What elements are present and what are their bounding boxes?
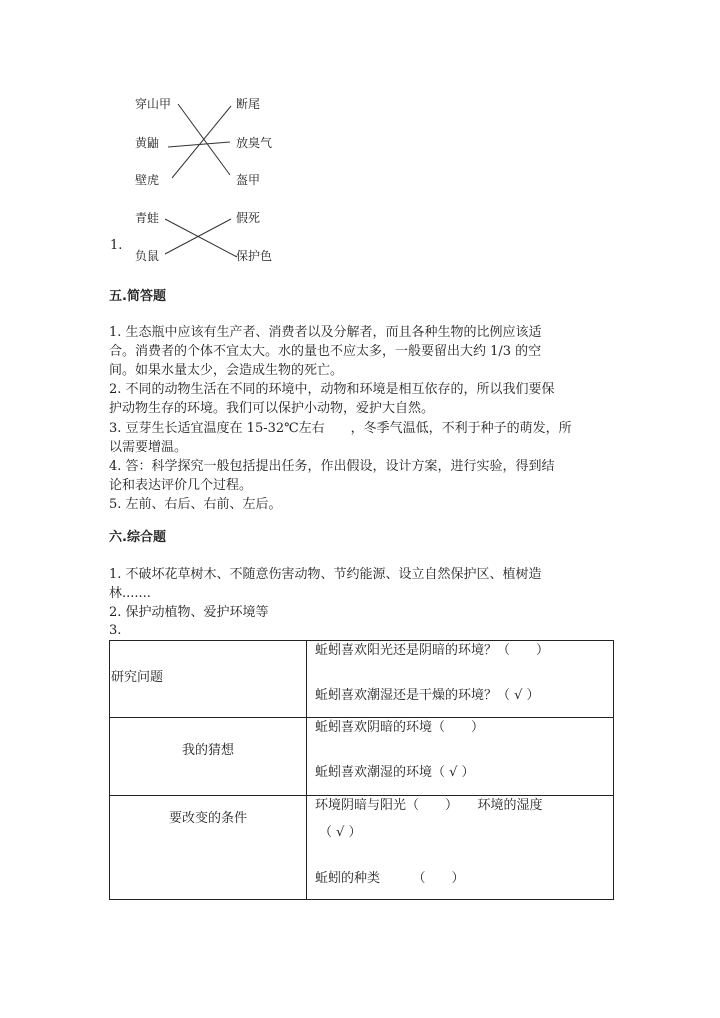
match-right-item: 假死 bbox=[236, 211, 261, 225]
table-row bbox=[110, 641, 614, 718]
answer-line: 护动物生存的环境。我们可以保护小动物，爱护大自然。 bbox=[109, 401, 435, 417]
section6-heading: 六.综合题 bbox=[109, 530, 166, 545]
match-left-item: 壁虎 bbox=[135, 173, 160, 187]
row-label: 要改变的条件 bbox=[168, 811, 247, 826]
answer-line: 5. 左前、右后、右前、左后。 bbox=[109, 496, 282, 512]
cell-item: 蚯蚓喜欢阴暗的环境（ ） bbox=[315, 720, 485, 735]
answer-line: 间。如果水量太少，会造成生物的死亡。 bbox=[109, 363, 344, 379]
match-left-item: 负鼠 bbox=[135, 249, 160, 263]
row-label: 我的猜想 bbox=[181, 743, 234, 758]
question-number: 1. bbox=[110, 238, 123, 253]
matching-lines bbox=[0, 0, 720, 300]
answer-line: 1. 不破坏花草树木、不随意伤害动物、节约能源、设立自然保护区、植树造 bbox=[109, 567, 542, 582]
answer-line: 合。消费者的个体不宜太大。水的量也不应太多，一般要留出大约 1/3 的空 bbox=[109, 344, 542, 360]
table-row bbox=[110, 718, 614, 796]
match-right-item: 放臭气 bbox=[236, 136, 273, 150]
match-right-item: 盔甲 bbox=[236, 173, 261, 187]
answer-line: 4. 答：科学探究一般包括提出任务，作出假设，设计方案，进行实验，得到结 bbox=[109, 458, 555, 474]
match-line bbox=[172, 106, 231, 178]
answer-line: 林....... bbox=[109, 585, 151, 601]
match-left-item: 穿山甲 bbox=[135, 97, 172, 111]
match-right-item: 保护色 bbox=[236, 249, 273, 263]
match-line bbox=[165, 219, 237, 257]
answer-line: 论和表达评价几个过程。 bbox=[109, 477, 253, 493]
cell-item: 环境阴暗与阳光（ ） 环境的湿度 bbox=[315, 798, 543, 813]
cell-item: 蚯蚓喜欢阳光还是阴暗的环境？（ ） bbox=[315, 643, 550, 658]
answer-line: 2. 不同的动物生活在不同的环境中，动物和环境是相互依存的，所以我们要保 bbox=[109, 382, 555, 398]
match-right-item: 断尾 bbox=[236, 97, 261, 111]
answer-line: 3. bbox=[109, 623, 122, 639]
answer-line: 以需要增温。 bbox=[109, 439, 188, 455]
cell-item: 蚯蚓喜欢潮湿还是干燥的环境？（ √ ） bbox=[315, 688, 540, 703]
cell-item: （ √ ） bbox=[319, 825, 362, 840]
answer-line: 3. 豆芽生长适宜温度在 15-32℃左右 ，冬季气温低，不利于种子的萌发，所 bbox=[109, 420, 572, 436]
cell-item: 蚯蚓的种类 （ ） bbox=[315, 871, 465, 886]
answer-line: 1. 生态瓶中应该有生产者、消费者以及分解者，而且各种生物的比例应该适 bbox=[109, 325, 542, 340]
table-row bbox=[110, 796, 614, 900]
cell-item: 蚯蚓喜欢潮湿的环境（ √ ） bbox=[315, 765, 475, 780]
match-left-item: 黄鼬 bbox=[135, 136, 160, 150]
row-label: 研究问题 bbox=[111, 670, 164, 685]
answer-line: 2. 保护动植物、爱护环境等 bbox=[109, 604, 269, 620]
match-left-item: 青蛙 bbox=[135, 211, 160, 225]
section5-heading: 五.简答题 bbox=[109, 289, 166, 304]
experiment-table bbox=[109, 640, 614, 900]
